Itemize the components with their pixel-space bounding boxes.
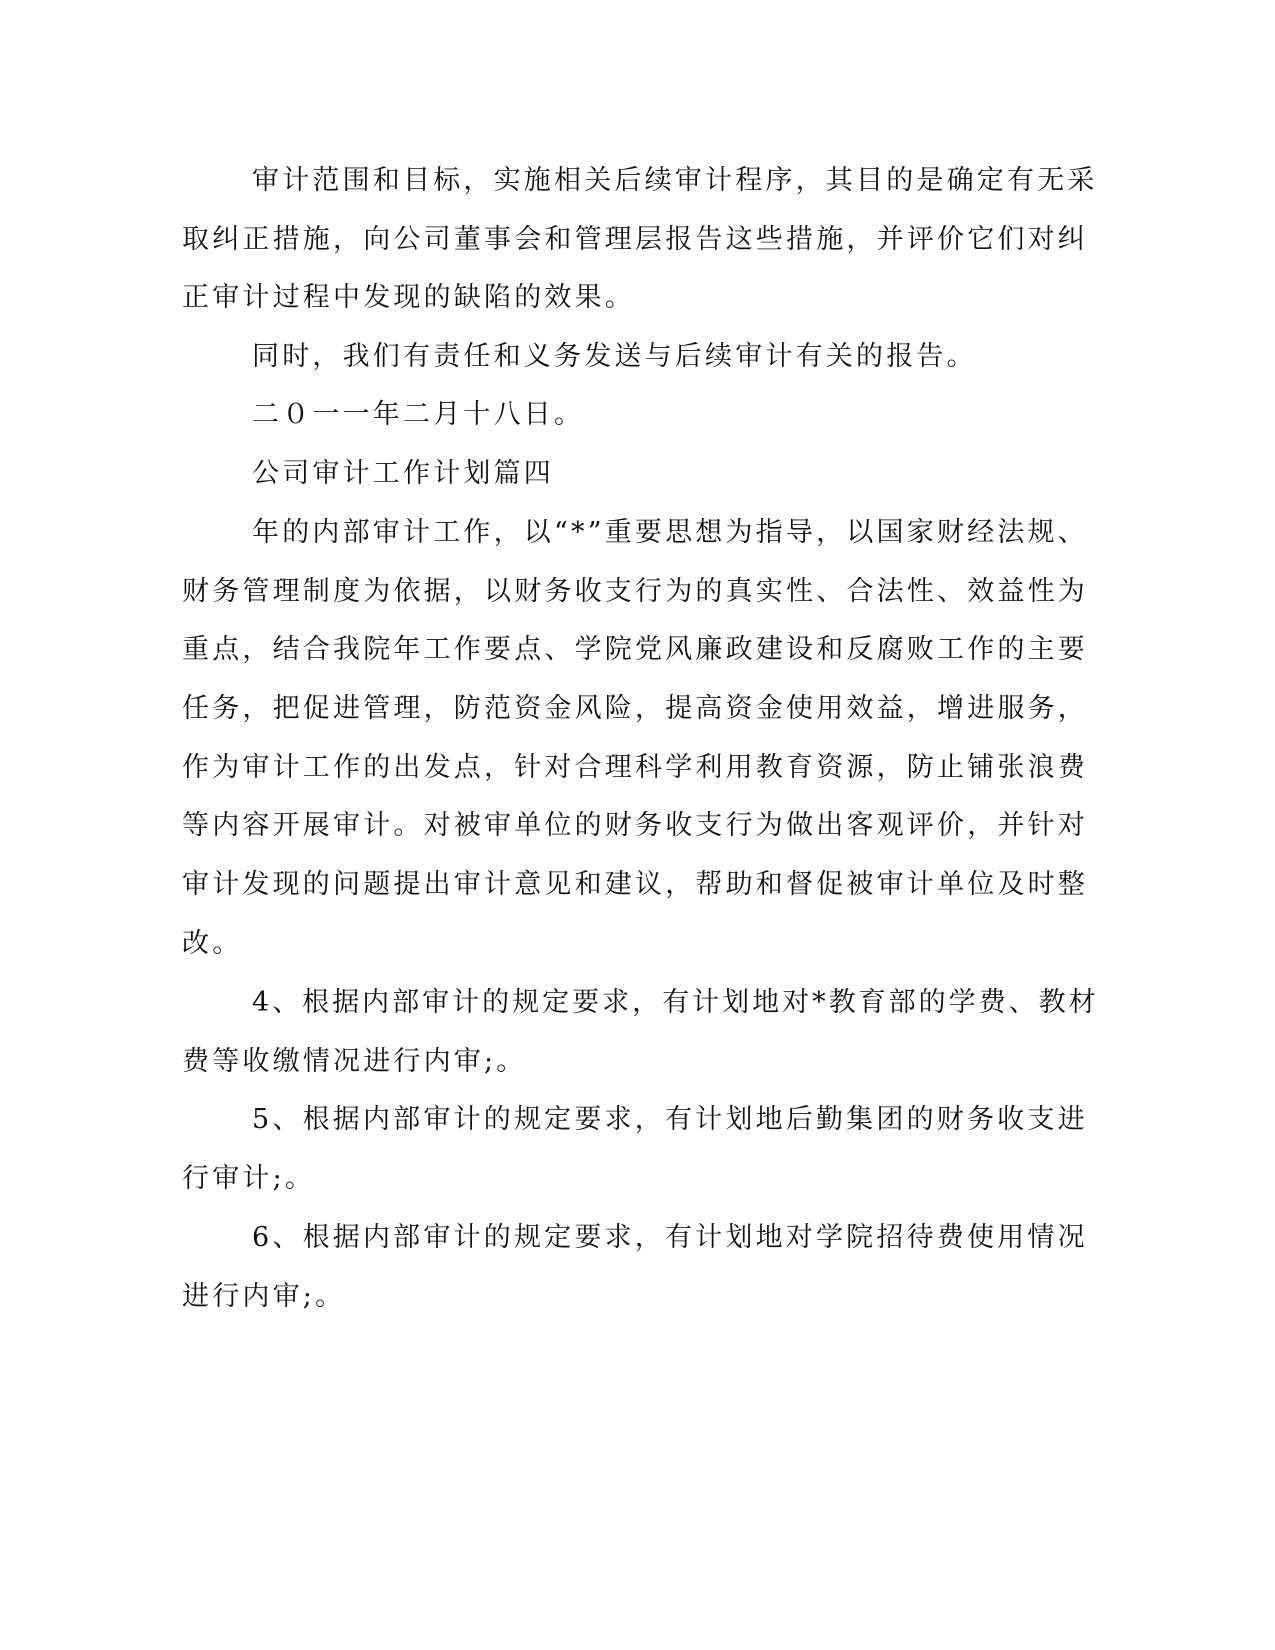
date-line: 二０一一年二月十八日。 [252,399,585,430]
text-line: 作为审计工作的出发点，针对合理科学利用教育资源，防止铺张浪费 [182,752,1088,783]
text-line: 重点，结合我院年工作要点、学院党风廉政建设和反腐败工作的主要 [182,634,1088,665]
text-line: 财务管理制度为依据，以财务收支行为的真实性、合法性、效益性为 [182,576,1088,607]
text-line: 等内容开展审计。对被审单位的财务收支行为做出客观评价，并针对 [182,810,1088,841]
list-item-line: 进行内审;。 [182,1281,346,1312]
text-line: 改。 [182,928,243,959]
list-item-line: 6、根据内部审计的规定要求，有计划地对学院招待费使用情况 [252,1222,1088,1253]
text-line: 年的内部审计工作，以“*”重要思想为指导，以国家财经法规、 [252,517,1088,548]
text-line: 正审计过程中发现的缺陷的效果。 [182,282,635,313]
list-item-line: 行审计;。 [182,1163,316,1194]
text-line: 同时，我们有责任和义务发送与后续审计有关的报告。 [252,341,977,372]
list-item-line: 4、根据内部审计的规定要求，有计划地对*教育部的学费、教材 [252,987,1099,1018]
section-heading: 公司审计工作计划篇四 [252,458,554,489]
text-line: 任务，把促进管理，防范资金风险，提高资金使用效益，增进服务， [182,693,1088,724]
text-line: 审计范围和目标，实施相关后续审计程序，其目的是确定有无采 [252,165,1098,196]
text-line: 取纠正措施，向公司董事会和管理层报告这些措施，并评价它们对纠 [182,224,1088,255]
list-item-line: 5、根据内部审计的规定要求，有计划地后勤集团的财务收支进 [252,1104,1088,1135]
text-line: 审计发现的问题提出审计意见和建议，帮助和督促被审计单位及时整 [182,869,1088,900]
list-item-line: 费等收缴情况进行内审;。 [182,1046,527,1077]
